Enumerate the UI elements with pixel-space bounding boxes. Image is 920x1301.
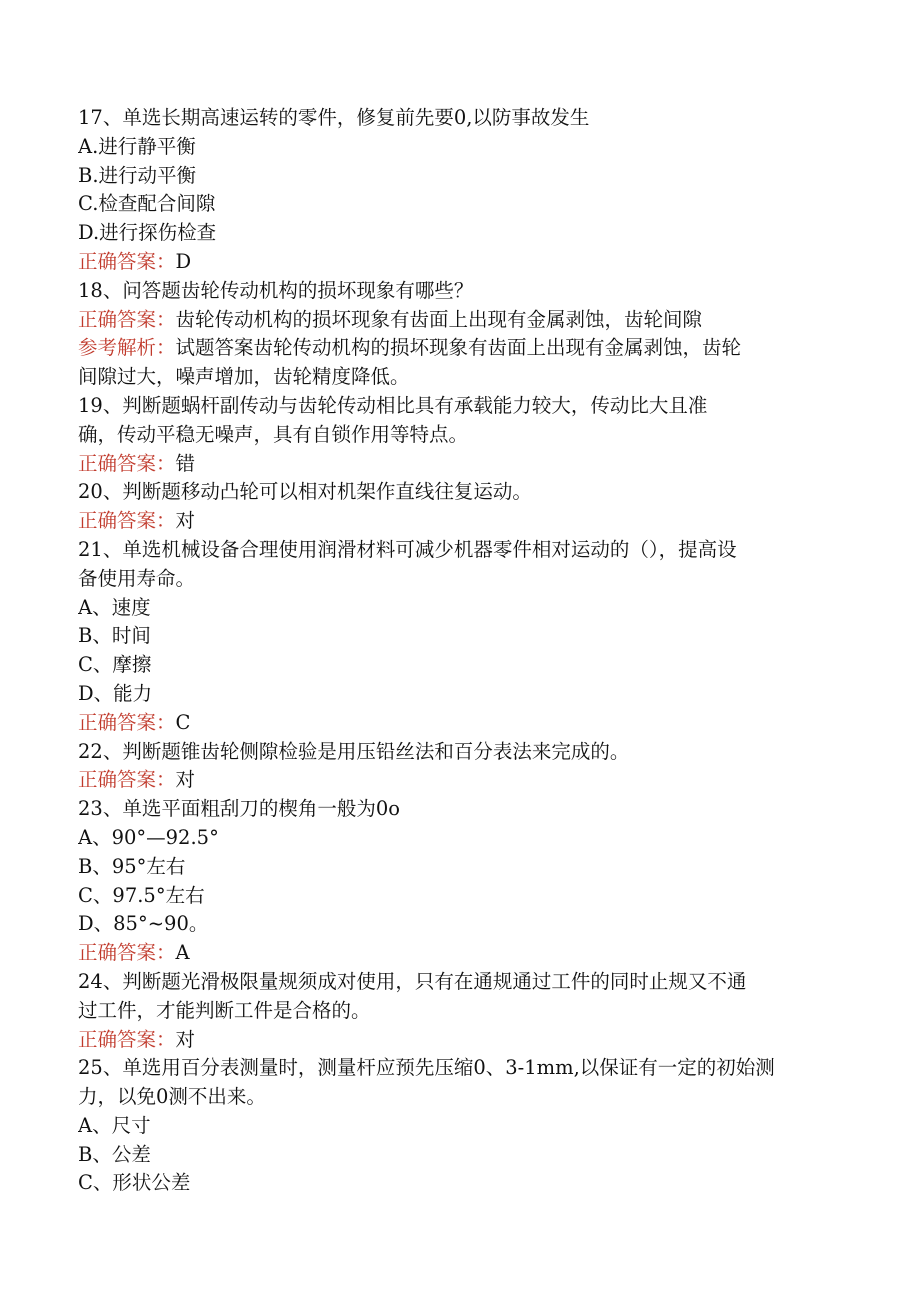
text-line <box>78 104 838 133</box>
line-text: 对 <box>175 768 196 792</box>
line-text: A、速度 <box>78 595 151 619</box>
line-text: B.进行动平衡 <box>78 163 197 187</box>
line-text: D <box>175 249 192 273</box>
text-line <box>78 133 838 162</box>
line-text: 19、判断题蜗杆副传动与齿轮传动相比具有承载能力较大，传动比大且准 <box>78 393 708 417</box>
text-line <box>78 1141 838 1170</box>
line-text: A、90°—92.5° <box>78 825 219 849</box>
line-text: 21、单选机械设备合理使用润滑材料可减少机器零件相对运动的（），提高设 <box>78 537 737 561</box>
text-line <box>78 594 838 623</box>
text-line <box>78 363 838 392</box>
answer-line <box>78 766 838 795</box>
text-line <box>78 910 838 939</box>
line-text: 18、问答题齿轮传动机构的损坏现象有哪些？ <box>78 278 474 302</box>
text-line <box>78 968 838 997</box>
line-text: 间隙过大，噪声增加，齿轮精度降低。 <box>78 365 410 389</box>
line-text: 试题答案齿轮传动机构的损坏现象有齿面上出现有金属剥蚀，齿轮 <box>175 336 742 360</box>
text-line <box>78 824 838 853</box>
answer-line <box>78 450 838 479</box>
line-text: 备使用寿命。 <box>78 566 196 590</box>
text-line <box>78 1083 838 1112</box>
text-line <box>78 1054 838 1083</box>
text-line <box>78 680 838 709</box>
text-line <box>78 219 838 248</box>
line-text: 确，传动平稳无噪声，具有自锁作用等特点。 <box>78 422 469 446</box>
text-line <box>78 795 838 824</box>
answer-label: 正确答案： <box>78 249 176 273</box>
line-text: B、时间 <box>78 624 151 648</box>
line-text: 过工件，才能判断工件是合格的。 <box>78 998 371 1022</box>
line-text: D、85°~90。 <box>78 912 209 936</box>
answer-line <box>78 939 838 968</box>
answer-label: 参考解析： <box>78 336 176 360</box>
answer-label: 正确答案： <box>78 768 176 792</box>
text-line <box>78 1112 838 1141</box>
text-line <box>78 882 838 911</box>
line-text: C <box>175 710 191 734</box>
text-line <box>78 651 838 680</box>
line-text: 对 <box>175 1027 196 1051</box>
line-text: A.进行静平衡 <box>78 134 196 158</box>
line-text: C、97.5°左右 <box>78 883 205 907</box>
answer-line <box>78 306 838 335</box>
line-text: D.进行探伤检查 <box>78 221 217 245</box>
line-text: 对 <box>175 509 196 533</box>
line-text: 23、单选平面粗刮刀的楔角一般为0o <box>78 797 400 821</box>
text-line <box>78 392 838 421</box>
answer-label: 正确答案： <box>78 941 176 965</box>
line-text: C、摩擦 <box>78 653 152 677</box>
answer-label: 正确答案： <box>78 307 176 331</box>
text-line <box>78 622 838 651</box>
line-text: B、公差 <box>78 1142 151 1166</box>
line-text: B、95°左右 <box>78 854 186 878</box>
text-line <box>78 421 838 450</box>
line-text: 错 <box>175 451 196 475</box>
text-line <box>78 162 838 191</box>
text-line <box>78 565 838 594</box>
line-text: 24、判断题光滑极限量规须成对使用，只有在通规通过工件的同时止规又不通 <box>78 969 747 993</box>
answer-label: 正确答案： <box>78 1027 176 1051</box>
answer-line <box>78 709 838 738</box>
line-text: 力，以免0测不出来。 <box>78 1085 266 1109</box>
text-line <box>78 1169 838 1198</box>
line-text: C.检查配合间隙 <box>78 192 216 216</box>
text-line <box>78 997 838 1026</box>
line-text: 齿轮传动机构的损坏现象有齿面上出现有金属剥蚀，齿轮间隙 <box>175 307 703 331</box>
line-text: D、能力 <box>78 681 153 705</box>
answer-line <box>78 1026 838 1055</box>
answer-line <box>78 248 838 277</box>
text-line <box>78 536 838 565</box>
text-line <box>78 853 838 882</box>
answer-label: 正确答案： <box>78 509 176 533</box>
text-line <box>78 190 838 219</box>
text-line <box>78 478 838 507</box>
answer-label: 正确答案： <box>78 710 176 734</box>
answer-line <box>78 507 838 536</box>
line-text: 17、单选长期高速运转的零件，修复前先要0,以防事故发生 <box>78 106 590 129</box>
text-line <box>78 738 838 767</box>
answer-line <box>78 334 838 363</box>
line-text: C、形状公差 <box>78 1171 191 1195</box>
line-text: 22、判断题锥齿轮侧隙检验是用压铅丝法和百分表法来完成的。 <box>78 739 630 763</box>
document-body <box>78 104 838 1198</box>
text-line <box>78 277 838 306</box>
line-text: 20、判断题移动凸轮可以相对机架作直线往复运动。 <box>78 480 532 504</box>
answer-label: 正确答案： <box>78 451 176 475</box>
line-text: 25、单选用百分表测量时，测量杆应预先压缩0、3-1mm,以保证有一定的初始测 <box>78 1056 775 1080</box>
line-text: A <box>175 941 190 965</box>
line-text: A、尺寸 <box>78 1113 151 1137</box>
